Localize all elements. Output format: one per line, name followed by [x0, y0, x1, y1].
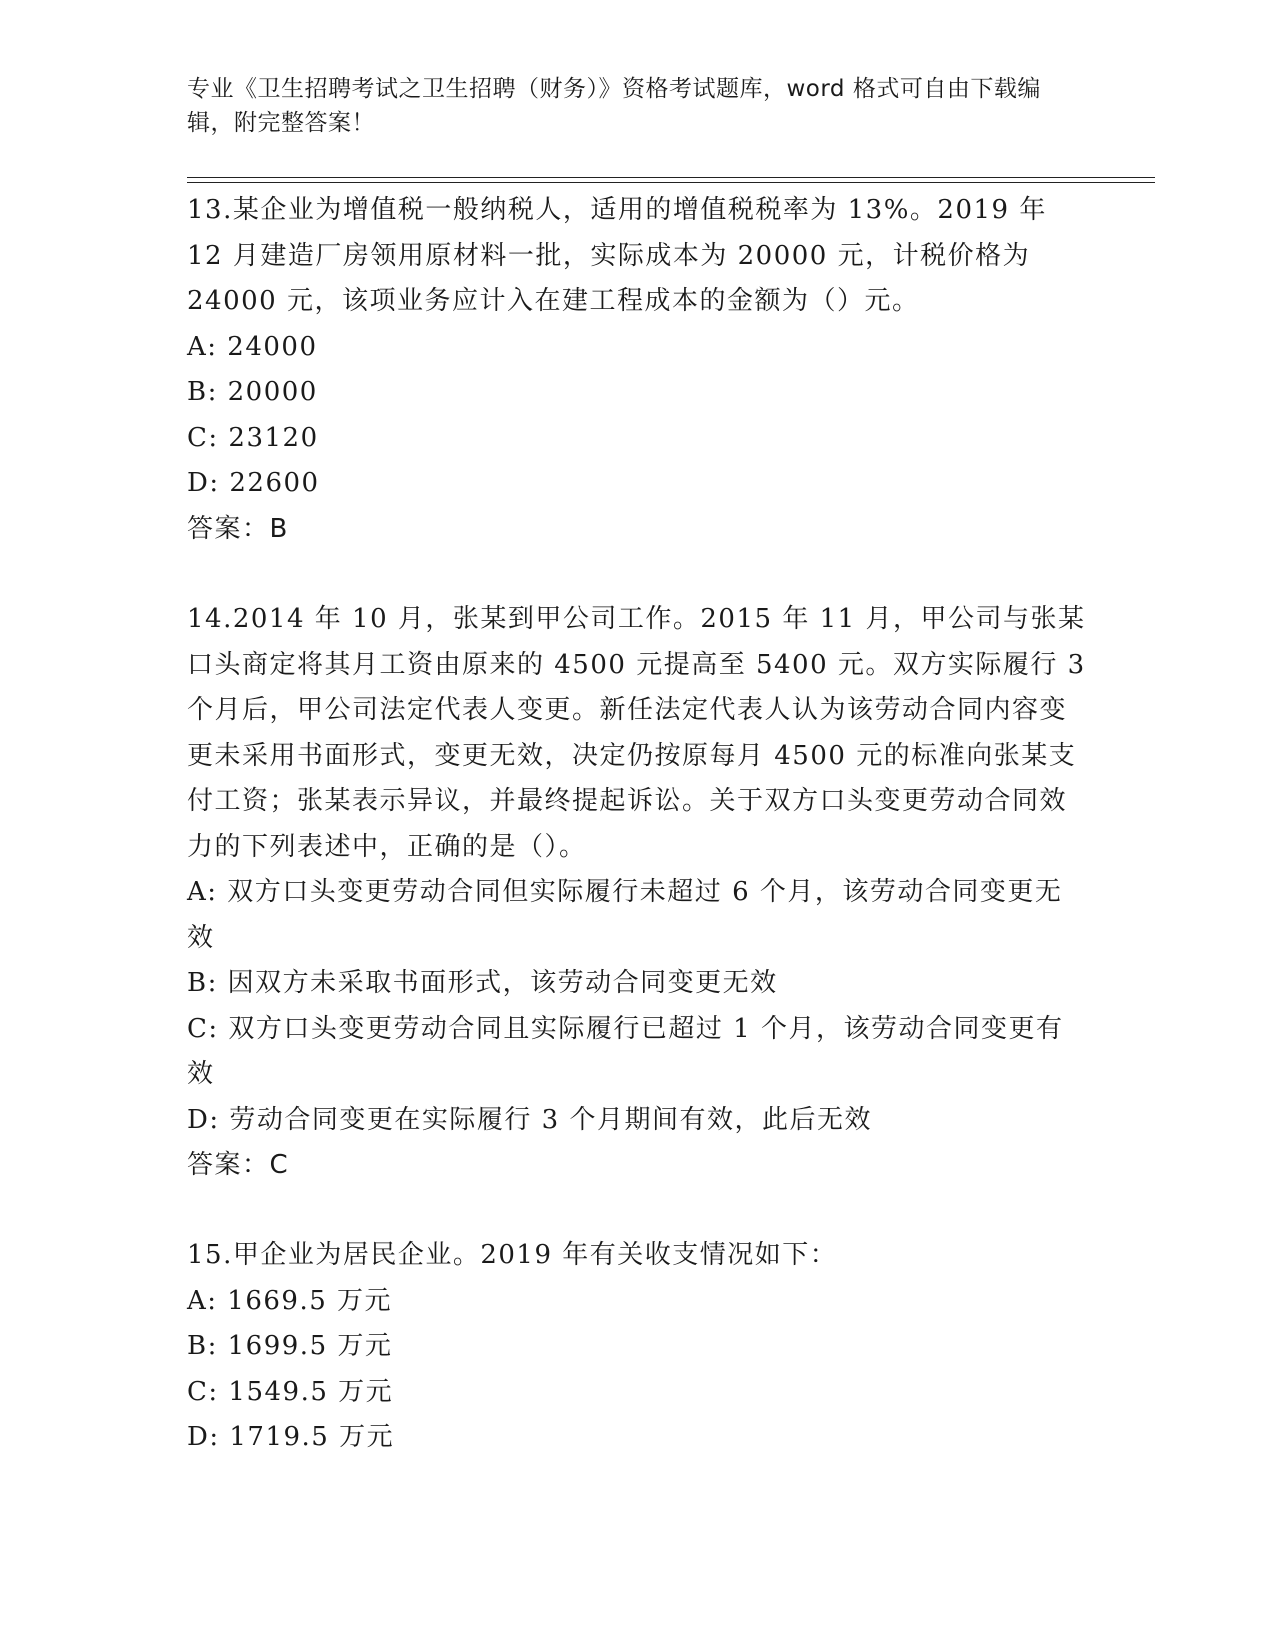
- question-stem: 13.某企业为增值税一般纳税人，适用的增值税税率为 13%。2019 年 12 月建造厂房领用原材料一批，实际成本为 20000 元，计税价格为 24000 元，该项业务应计入在建工程成本的金额为（）元。: [187, 195, 1047, 316]
- answer-line: 答案：C: [187, 1150, 290, 1180]
- option-d: D: 劳动合同变更在实际履行 3 个月期间有效，此后无效: [187, 1104, 872, 1135]
- option-b: B: 因双方未采取书面形式，该劳动合同变更无效: [187, 968, 778, 998]
- option-d: D: 22600: [187, 468, 320, 498]
- question-14: [187, 597, 1087, 1189]
- question-13: [187, 188, 1087, 552]
- question-stem: 15.甲企业为居民企业。2019 年有关收支情况如下：: [187, 1240, 838, 1270]
- answer-line: 答案：B: [187, 513, 289, 544]
- header-divider-bottom: [187, 182, 1155, 183]
- option-a: A: 24000: [187, 331, 318, 362]
- document-header: 专业《卫生招聘考试之卫生招聘（财务）》资格考试题库，word 格式可自由下载编辑，附完整答案！: [187, 76, 1041, 136]
- question-stem: 14.2014 年 10 月，张某到甲公司工作。2015 年 11 月，甲公司与张某口头商定将其月工资由原来的 4500 元提高至 5400 元。双方实际履行 3 个月后，甲公司法定代表人变更。新任法定代表人认为该劳动合同内容变更未采用书面形式，变更无效，决定仍按原每月 4500 元的标准向张某支付工资；张某表示异议，并最终提起诉讼。关于双方口头变更劳动合同效力的下列表述中，正确的是（）。: [187, 604, 1086, 862]
- option-c: C: 1549.5 万元: [187, 1376, 394, 1407]
- option-c: C: 双方口头变更劳动合同且实际履行已超过 1 个月，该劳动合同变更有效: [187, 1013, 1064, 1089]
- option-b: B: 1699.5 万元: [187, 1331, 393, 1361]
- option-b: B: 20000: [187, 377, 318, 407]
- question-15: [187, 1233, 1087, 1461]
- option-c: C: 23120: [187, 422, 319, 453]
- option-a: A: 1669.5 万元: [187, 1285, 393, 1316]
- header-divider-top: [187, 177, 1155, 178]
- option-a: A: 双方口头变更劳动合同但实际履行未超过 6 个月，该劳动合同变更无效: [187, 877, 1063, 953]
- option-d: D: 1719.5 万元: [187, 1422, 395, 1452]
